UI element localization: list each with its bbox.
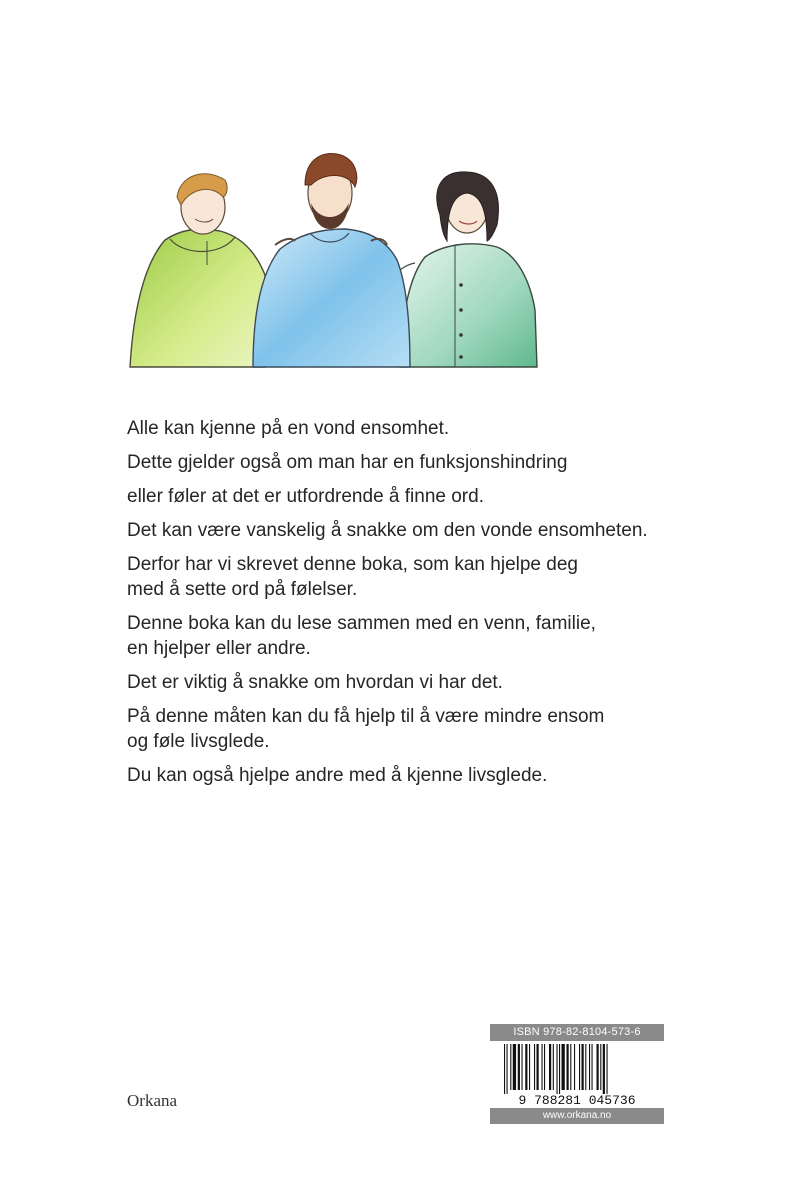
text-line: Du kan også hjelpe andre med å kjenne livsglede. <box>127 765 548 786</box>
barcode-bar <box>513 1044 516 1090</box>
barcode-bar <box>589 1044 590 1090</box>
paragraph <box>127 450 707 475</box>
text-line: og føle livsglede. <box>127 731 270 752</box>
text-line: Alle kan kjenne på en vond ensomhet. <box>127 418 450 439</box>
barcode-bar <box>507 1044 508 1094</box>
paragraph <box>127 670 707 695</box>
barcode-bar <box>542 1044 543 1090</box>
barcode-bar <box>559 1044 560 1094</box>
paragraph <box>127 704 707 754</box>
right-person <box>393 172 537 367</box>
text-line: eller føler at det er utfordrende å finne ord. <box>127 486 484 507</box>
barcode-bar <box>537 1044 539 1090</box>
paragraph <box>127 518 707 543</box>
paragraph <box>127 552 707 602</box>
text-line: med å sette ord på følelser. <box>127 579 358 600</box>
publisher-url: www.orkana.no <box>490 1108 664 1124</box>
barcode-bar <box>504 1044 505 1094</box>
barcode-bar <box>597 1044 599 1090</box>
barcode-digits: 9 788281 045736 <box>518 1093 636 1106</box>
barcode-bar <box>567 1044 569 1090</box>
barcode-bar <box>525 1044 527 1090</box>
text-line: Det er viktig å snakke om hvordan vi har det. <box>127 672 503 693</box>
barcode-bar <box>607 1044 608 1094</box>
description-text <box>127 416 707 797</box>
publisher-name: Orkana <box>127 1091 178 1110</box>
barcode-bar <box>603 1044 605 1094</box>
barcode-bar <box>592 1044 593 1090</box>
barcode-bar <box>544 1044 545 1090</box>
middle-person <box>253 154 410 367</box>
barcode-bar <box>553 1044 554 1090</box>
barcode-bar <box>574 1044 575 1090</box>
barcode-bar <box>522 1044 523 1090</box>
barcode-bar <box>549 1044 551 1090</box>
barcode-bar <box>510 1044 511 1090</box>
left-person <box>130 174 265 367</box>
barcode <box>494 1044 660 1106</box>
paragraph <box>127 763 707 788</box>
barcode-bar <box>557 1044 558 1094</box>
three-people-illustration <box>125 145 540 370</box>
barcode-bar <box>570 1044 571 1090</box>
barcode-bar <box>600 1044 601 1090</box>
isbn-barcode-block <box>490 1024 664 1124</box>
text-line: På denne måten kan du få hjelp til å være mindre ensom <box>127 706 605 727</box>
barcode-bar <box>582 1044 584 1090</box>
barcode-bar <box>529 1044 530 1090</box>
text-line: Det kan være vanskelig å snakke om den vonde ensomheten. <box>127 520 648 541</box>
paragraph <box>127 611 707 661</box>
barcode-bar <box>579 1044 580 1090</box>
text-line: Dette gjelder også om man har en funksjonshindring <box>127 452 568 473</box>
text-line: en hjelper eller andre. <box>127 638 311 659</box>
barcode-bar <box>562 1044 565 1090</box>
text-line: Denne boka kan du lese sammen med en venn, familie, <box>127 613 596 634</box>
barcode-bar <box>585 1044 586 1090</box>
text-line: Derfor har vi skrevet denne boka, som kan hjelpe deg <box>127 554 578 575</box>
barcode-bar <box>518 1044 520 1090</box>
barcode-bar <box>534 1044 535 1090</box>
paragraph <box>127 484 707 509</box>
paragraph <box>127 416 707 441</box>
isbn-label: ISBN 978-82-8104-573-6 <box>490 1024 664 1041</box>
